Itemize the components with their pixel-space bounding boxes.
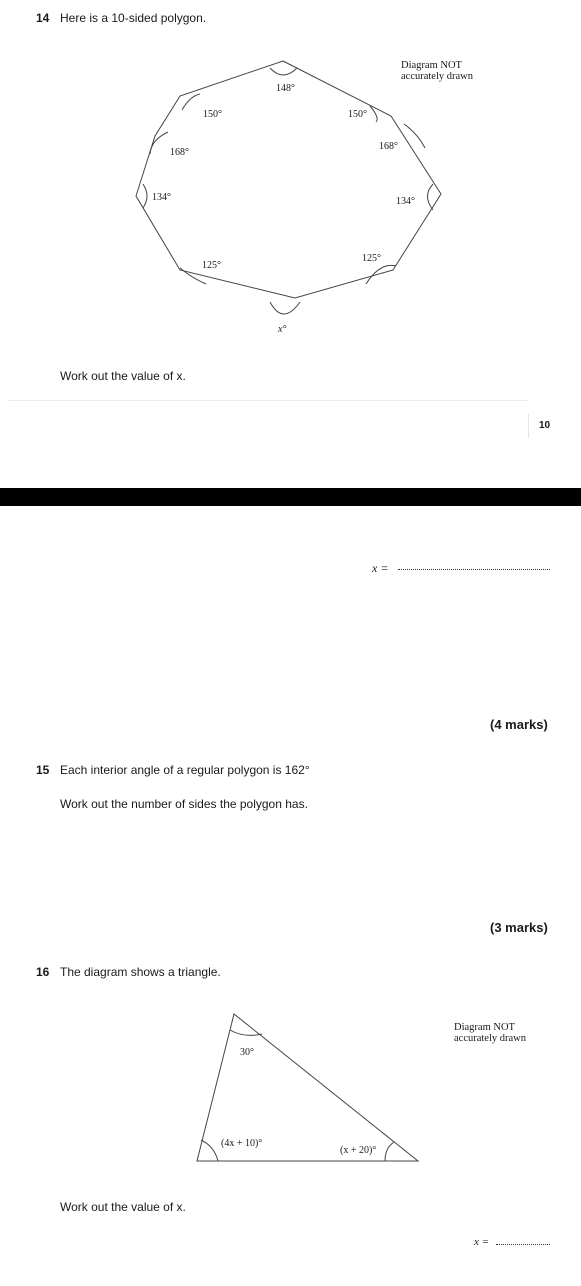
- page-number: 10: [539, 420, 551, 431]
- triangle-angle-4x-10: (4x + 10)°: [221, 1138, 263, 1149]
- q16-note-line2: accurately drawn: [454, 1033, 526, 1044]
- angle-label-150-left: 150°: [203, 109, 222, 120]
- divider-line: [8, 400, 528, 401]
- angle-label-150-right: 150°: [348, 109, 367, 120]
- q14-marks: (4 marks): [490, 717, 548, 732]
- question-16-instruction: Work out the value of x.: [60, 1200, 186, 1214]
- angle-label-168-left: 168°: [170, 147, 189, 158]
- q16-note-line1: Diagram NOT: [454, 1022, 515, 1033]
- angle-arc: [143, 184, 147, 208]
- question-15-instruction: Work out the number of sides the polygon has.: [60, 797, 308, 811]
- angle-label-125-left: 125°: [202, 260, 221, 271]
- question-16-number: 16: [36, 965, 50, 979]
- angle-arc: [404, 124, 425, 148]
- angle-arc: [201, 1140, 218, 1161]
- angle-arc: [182, 94, 200, 110]
- page-number-rule: [528, 414, 529, 438]
- angle-arc: [270, 68, 297, 75]
- q15-marks: (3 marks): [490, 920, 548, 935]
- q14-note-line2: accurately drawn: [401, 71, 473, 82]
- q14-answer-label: x =: [372, 561, 389, 575]
- angle-arc: [270, 302, 300, 314]
- q16-answer-label: x =: [474, 1236, 490, 1248]
- angle-label-134-right: 134°: [396, 196, 415, 207]
- angle-label-168-right: 168°: [379, 141, 398, 152]
- angle-arc: [428, 184, 434, 210]
- angle-arc: [385, 1142, 394, 1161]
- angle-label-x: x°: [278, 324, 287, 335]
- angle-label-148: 148°: [276, 83, 295, 94]
- decagon-shape: [136, 61, 441, 298]
- q14-note-line1: Diagram NOT: [401, 60, 462, 71]
- triangle-angle-30: 30°: [240, 1047, 254, 1058]
- question-14-number: 14: [36, 11, 50, 25]
- q14-answer-line[interactable]: [398, 569, 550, 570]
- angle-label-125-right: 125°: [362, 253, 381, 264]
- triangle-diagram: [0, 1000, 581, 1180]
- question-15-text: Each interior angle of a regular polygon is 162°: [60, 763, 310, 777]
- page-separator: [0, 488, 581, 506]
- question-16-text: The diagram shows a triangle.: [60, 965, 221, 979]
- angle-label-134-left: 134°: [152, 192, 171, 203]
- decagon-diagram: [0, 0, 581, 350]
- question-14-text: Here is a 10-sided polygon.: [60, 11, 207, 25]
- question-15-number: 15: [36, 763, 50, 777]
- angle-arc: [366, 265, 396, 284]
- q16-answer-line[interactable]: [496, 1244, 550, 1245]
- question-14-instruction: Work out the value of x.: [60, 369, 186, 383]
- triangle-angle-x-20: (x + 20)°: [340, 1145, 377, 1156]
